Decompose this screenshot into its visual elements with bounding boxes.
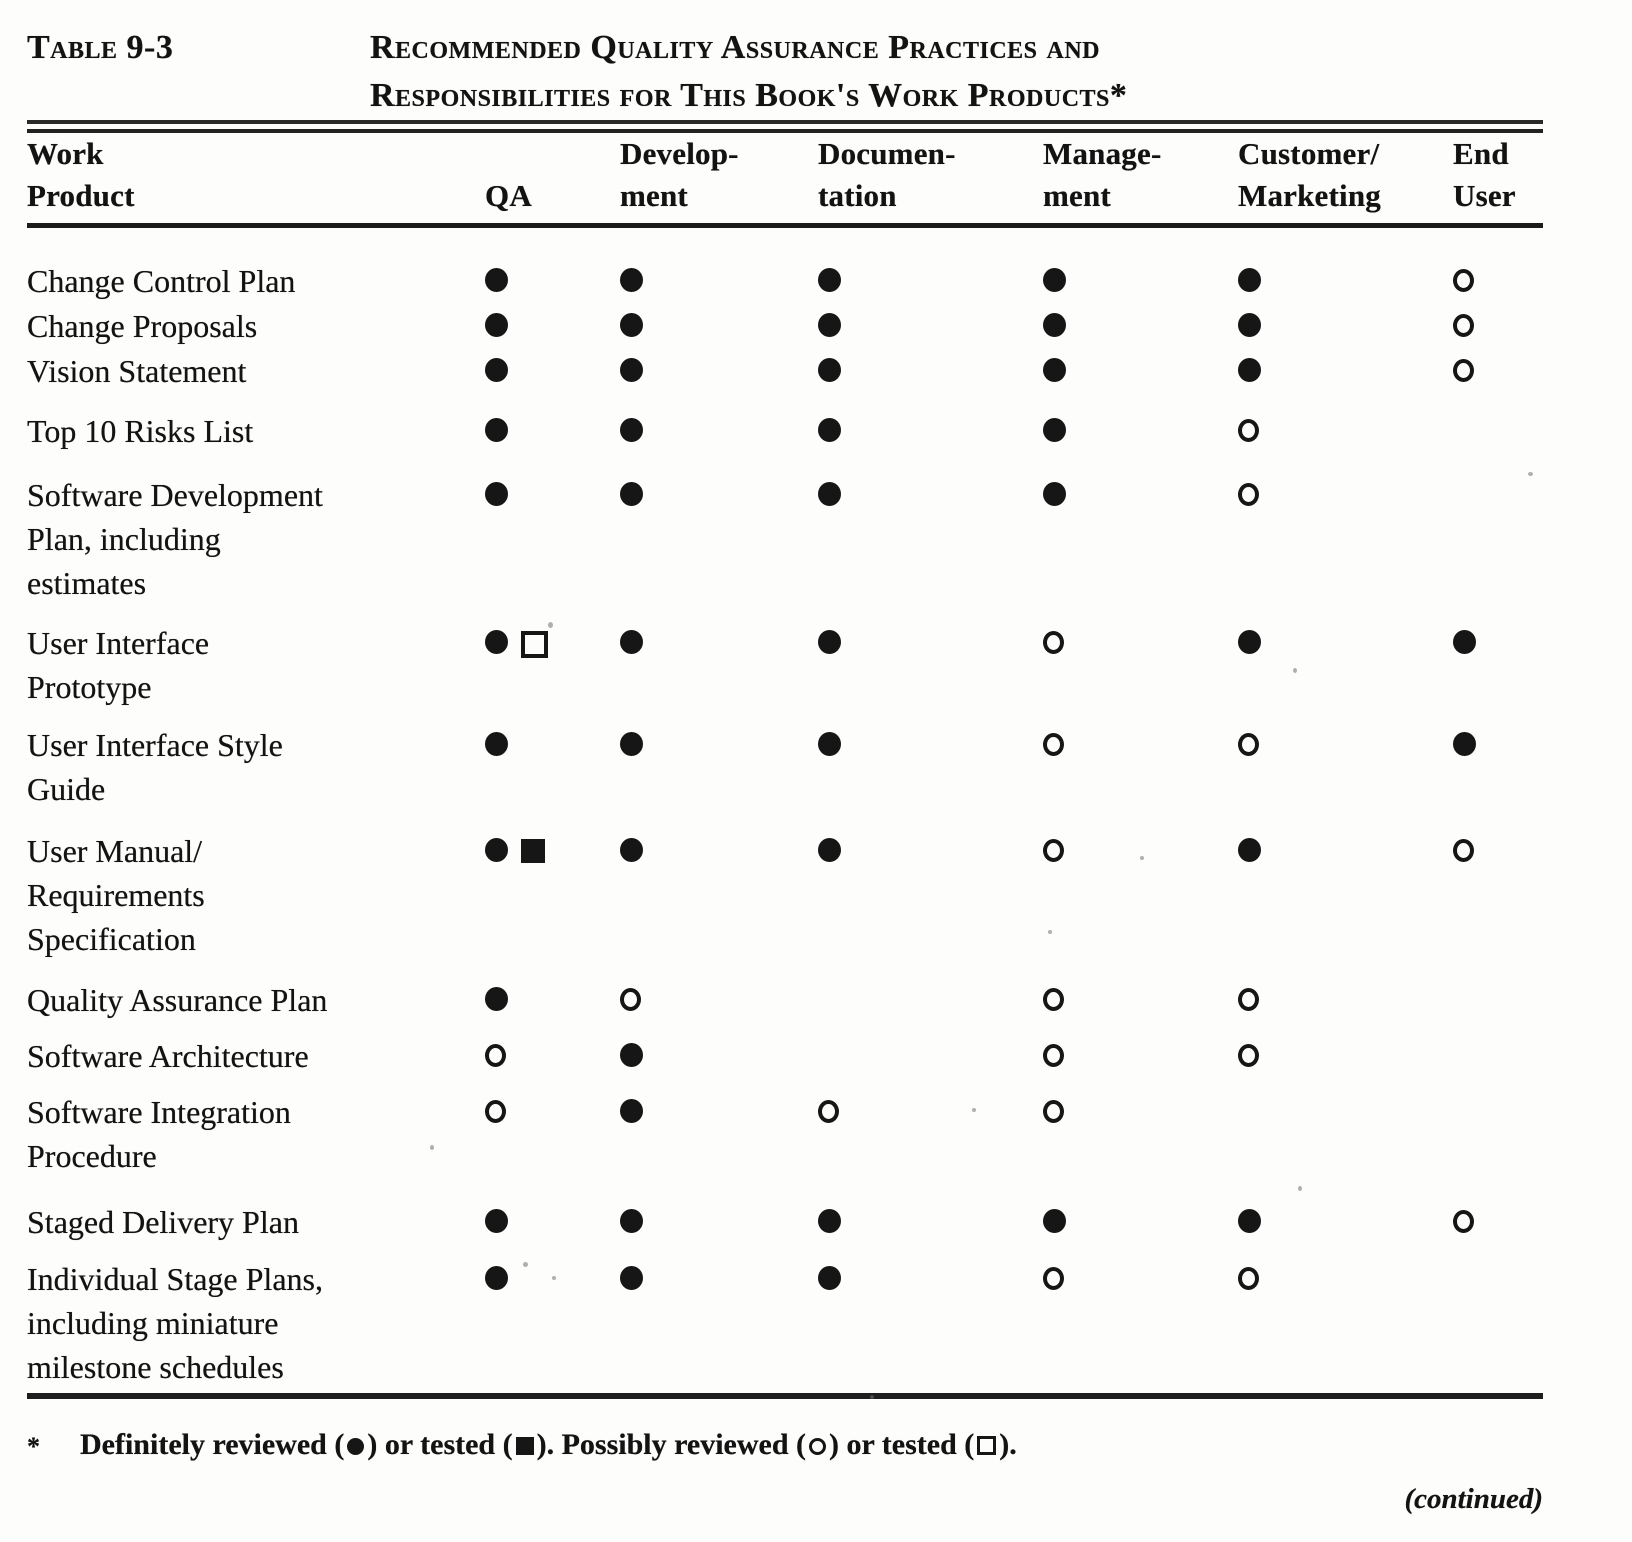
filled-square-icon <box>521 839 545 863</box>
open-circle-icon <box>1043 631 1064 654</box>
open-circle-icon <box>1238 733 1259 756</box>
open-circle-icon <box>1043 1267 1064 1290</box>
filled-circle-icon <box>620 1266 643 1290</box>
marks-cell-development <box>620 304 818 348</box>
legend-text-part: ). Possibly reviewed ( <box>536 1428 807 1461</box>
table-caption <box>27 0 1543 120</box>
marks-cell-qa <box>485 349 620 393</box>
marks-cell-documentation <box>818 349 1043 393</box>
filled-circle-icon <box>485 732 508 756</box>
open-circle-icon <box>1453 269 1474 292</box>
column-header-development: Develop- ment <box>620 136 739 213</box>
work-product-line: Individual Stage Plans, <box>27 1261 323 1297</box>
open-square-icon <box>521 631 548 658</box>
filled-circle-icon <box>620 313 643 337</box>
marks-cell-management <box>1043 978 1238 1022</box>
legend-text <box>80 1425 1017 1467</box>
column-header-documentation: Documen- tation <box>818 136 956 213</box>
filled-circle-icon <box>620 1209 643 1233</box>
marks-cell-customer-marketing <box>1238 1034 1453 1078</box>
marks-cell-documentation <box>818 1200 1043 1244</box>
marks-cell-management <box>1043 409 1238 453</box>
filled-circle-icon <box>485 987 508 1011</box>
filled-circle-icon <box>620 268 643 292</box>
work-product-line: milestone schedules <box>27 1349 284 1385</box>
marks-cell-management <box>1043 829 1238 961</box>
marks-cell-documentation <box>818 829 1043 961</box>
marks-cell-end-user <box>1453 978 1543 1022</box>
marks-cell-documentation <box>818 723 1043 811</box>
column-header-management: Manage- ment <box>1043 136 1162 213</box>
marks-cell-documentation <box>818 978 1043 1022</box>
marks-cell-development <box>620 978 818 1022</box>
work-product-line: Software Development <box>27 477 323 513</box>
open-circle-icon <box>1043 1100 1064 1123</box>
marks-cell-end-user <box>1453 829 1543 961</box>
filled-circle-icon <box>1238 268 1261 292</box>
filled-circle-icon <box>620 732 643 756</box>
work-product-label <box>27 259 485 303</box>
marks-cell-documentation <box>818 621 1043 709</box>
table-title <box>370 24 1543 120</box>
filled-circle-icon <box>818 268 841 292</box>
work-product-label <box>27 1257 485 1389</box>
work-product-line: Software Integration <box>27 1094 291 1130</box>
marks-cell-qa <box>485 978 620 1022</box>
table-row <box>27 1257 1543 1389</box>
work-product-line: Procedure <box>27 1138 157 1174</box>
work-product-label <box>27 829 485 961</box>
marks-cell-development <box>620 1257 818 1389</box>
filled-circle-icon <box>1043 482 1066 506</box>
marks-cell-documentation <box>818 409 1043 453</box>
open-circle-icon <box>1043 733 1064 756</box>
marks-cell-development <box>620 1034 818 1078</box>
legend-text-part: ) or tested ( <box>367 1428 513 1461</box>
marks-cell-end-user <box>1453 259 1543 303</box>
work-product-label <box>27 473 485 605</box>
marks-cell-qa <box>485 1090 620 1178</box>
open-circle-icon <box>1453 839 1474 862</box>
scan-speck <box>1298 1186 1302 1191</box>
filled-circle-icon <box>485 1209 508 1233</box>
table-header-row <box>27 133 1543 217</box>
work-product-line: Staged Delivery Plan <box>27 1204 299 1240</box>
table-row <box>27 978 1543 1022</box>
legend-text-part: Definitely reviewed ( <box>80 1428 345 1461</box>
work-product-line: Plan, including <box>27 521 221 557</box>
work-product-label <box>27 723 485 811</box>
filled-circle-icon <box>1453 630 1476 654</box>
filled-circle-icon <box>1238 1209 1261 1233</box>
table-row <box>27 259 1543 303</box>
scan-speck <box>552 1276 556 1280</box>
filled-circle-icon <box>485 482 508 506</box>
marks-cell-management <box>1043 723 1238 811</box>
marks-cell-qa <box>485 829 620 961</box>
filled-circle-icon <box>818 313 841 337</box>
marks-cell-management <box>1043 473 1238 605</box>
filled-circle-icon <box>818 418 841 442</box>
open-circle-icon <box>1043 1044 1064 1067</box>
open-circle-icon <box>485 1044 506 1067</box>
open-circle-icon <box>1238 483 1259 506</box>
open-circle-icon <box>485 1100 506 1123</box>
open-circle-icon <box>620 988 641 1011</box>
table-row <box>27 1200 1543 1244</box>
filled-circle-icon <box>1043 268 1066 292</box>
filled-circle-icon <box>818 482 841 506</box>
work-product-label <box>27 349 485 393</box>
filled-circle-icon <box>1238 358 1261 382</box>
filled-circle-icon <box>620 418 643 442</box>
filled-circle-icon <box>620 1099 643 1123</box>
filled-circle-icon <box>1238 630 1261 654</box>
filled-circle-icon <box>485 418 508 442</box>
filled-circle-icon <box>1043 313 1066 337</box>
filled-circle-icon <box>1238 838 1261 862</box>
table-row <box>27 1034 1543 1078</box>
filled-circle-icon <box>818 1209 841 1233</box>
marks-cell-qa <box>485 1034 620 1078</box>
marks-cell-documentation <box>818 473 1043 605</box>
filled-circle-icon <box>485 1266 508 1290</box>
marks-cell-customer-marketing <box>1238 473 1453 605</box>
marks-cell-customer-marketing <box>1238 259 1453 303</box>
filled-circle-icon <box>485 268 508 292</box>
marks-cell-development <box>620 1090 818 1178</box>
work-product-line: including miniature <box>27 1305 279 1341</box>
filled-circle-icon <box>485 630 508 654</box>
legend-text-part: ) or tested ( <box>829 1428 975 1461</box>
marks-cell-development <box>620 409 818 453</box>
filled-circle-icon <box>620 1043 643 1067</box>
table-row <box>27 349 1543 393</box>
marks-cell-development <box>620 723 818 811</box>
filled-circle-icon <box>1043 1209 1066 1233</box>
work-product-line: Top 10 Risks List <box>27 413 254 449</box>
filled-circle-icon <box>620 838 643 862</box>
marks-cell-management <box>1043 304 1238 348</box>
open-circle-icon <box>1453 314 1474 337</box>
marks-cell-qa <box>485 259 620 303</box>
column-header-work-product: Work Product <box>27 136 135 213</box>
marks-cell-customer-marketing <box>1238 1257 1453 1389</box>
table-row <box>27 1090 1543 1178</box>
scan-speck <box>870 1395 874 1399</box>
work-product-line: User Interface Style <box>27 727 283 763</box>
scan-speck <box>430 1145 434 1150</box>
footnote-marker: * <box>27 1432 40 1461</box>
marks-cell-documentation <box>818 1257 1043 1389</box>
marks-cell-end-user <box>1453 723 1543 811</box>
marks-cell-development <box>620 349 818 393</box>
marks-cell-end-user <box>1453 304 1543 348</box>
scan-speck <box>1140 856 1144 860</box>
marks-cell-qa <box>485 1200 620 1244</box>
marks-cell-customer-marketing <box>1238 1200 1453 1244</box>
marks-cell-development <box>620 829 818 961</box>
table-top-rule <box>27 120 1543 133</box>
marks-cell-customer-marketing <box>1238 409 1453 453</box>
filled-circle-icon <box>818 838 841 862</box>
open-circle-icon <box>1238 1044 1259 1067</box>
work-product-label <box>27 304 485 348</box>
marks-cell-customer-marketing <box>1238 978 1453 1022</box>
table-row <box>27 473 1543 605</box>
marks-cell-customer-marketing <box>1238 621 1453 709</box>
marks-cell-documentation <box>818 1034 1043 1078</box>
work-product-line: User Interface <box>27 625 210 661</box>
filled-circle-icon <box>1043 358 1066 382</box>
marks-cell-management <box>1043 1034 1238 1078</box>
filled-circle-icon <box>620 482 643 506</box>
marks-cell-end-user <box>1453 409 1543 453</box>
marks-cell-qa <box>485 304 620 348</box>
legend-text-part: ). <box>999 1428 1017 1461</box>
filled-square-icon <box>516 1437 534 1455</box>
marks-cell-customer-marketing <box>1238 1090 1453 1178</box>
marks-cell-customer-marketing <box>1238 349 1453 393</box>
filled-circle-icon <box>620 630 643 654</box>
marks-cell-qa <box>485 621 620 709</box>
marks-cell-end-user <box>1453 473 1543 605</box>
work-product-line: Specification <box>27 921 196 957</box>
column-header-customer-marketing: Customer/ Marketing <box>1238 136 1381 213</box>
work-product-label <box>27 409 485 453</box>
table-body <box>27 228 1543 1389</box>
filled-circle-icon <box>818 1266 841 1290</box>
open-circle-icon <box>1043 988 1064 1011</box>
table-row <box>27 409 1543 453</box>
open-circle-icon <box>1453 359 1474 382</box>
marks-cell-development <box>620 1200 818 1244</box>
marks-cell-qa <box>485 723 620 811</box>
marks-cell-development <box>620 259 818 303</box>
marks-cell-end-user <box>1453 1034 1543 1078</box>
marks-cell-management <box>1043 1090 1238 1178</box>
column-header-qa: QA <box>485 178 532 213</box>
open-circle-icon <box>1238 1267 1259 1290</box>
marks-cell-documentation <box>818 1090 1043 1178</box>
work-product-line: estimates <box>27 565 147 601</box>
table-row <box>27 829 1543 961</box>
marks-cell-end-user <box>1453 1257 1543 1389</box>
work-product-line: Quality Assurance Plan <box>27 982 328 1018</box>
table-row <box>27 304 1543 348</box>
marks-cell-end-user <box>1453 1200 1543 1244</box>
work-product-line: Vision Statement <box>27 353 247 389</box>
work-product-label <box>27 978 485 1022</box>
filled-circle-icon <box>818 732 841 756</box>
scan-speck <box>548 622 553 628</box>
open-square-icon <box>977 1436 996 1455</box>
work-product-line: Change Proposals <box>27 308 258 344</box>
table-row <box>27 723 1543 811</box>
filled-circle-icon <box>485 358 508 382</box>
marks-cell-qa <box>485 409 620 453</box>
work-product-line: User Manual/ <box>27 833 203 869</box>
column-header-end-user: End User <box>1453 136 1516 213</box>
table-row <box>27 621 1543 709</box>
work-product-label <box>27 1034 485 1078</box>
marks-cell-customer-marketing <box>1238 829 1453 961</box>
work-product-label <box>27 1090 485 1178</box>
open-circle-icon <box>1043 839 1064 862</box>
marks-cell-documentation <box>818 304 1043 348</box>
table-title-line2: Responsibilities for This Book's Work Products* <box>370 77 1128 114</box>
work-product-label <box>27 621 485 709</box>
table-number-label: Table 9-3 <box>27 29 174 66</box>
open-circle-icon <box>1238 988 1259 1011</box>
work-product-label <box>27 1200 485 1244</box>
marks-cell-development <box>620 621 818 709</box>
marks-cell-qa <box>485 473 620 605</box>
table-title-line1: Recommended Quality Assurance Practices and <box>370 29 1101 66</box>
work-product-line: Requirements <box>27 877 205 913</box>
open-circle-icon <box>1453 1210 1474 1233</box>
marks-cell-customer-marketing <box>1238 304 1453 348</box>
continued-label: (continued) <box>1404 1483 1543 1515</box>
marks-cell-management <box>1043 259 1238 303</box>
marks-cell-documentation <box>818 259 1043 303</box>
filled-circle-icon <box>1453 732 1476 756</box>
filled-circle-icon <box>620 358 643 382</box>
marks-cell-management <box>1043 621 1238 709</box>
filled-circle-icon <box>818 358 841 382</box>
marks-cell-end-user <box>1453 1090 1543 1178</box>
filled-circle-icon <box>485 838 508 862</box>
scan-speck <box>1048 930 1052 934</box>
table-bottom-rule <box>27 1393 1543 1399</box>
marks-cell-end-user <box>1453 349 1543 393</box>
marks-cell-management <box>1043 1257 1238 1389</box>
filled-circle-icon <box>485 313 508 337</box>
work-product-line: Prototype <box>27 669 152 705</box>
work-product-line: Change Control Plan <box>27 263 296 299</box>
marks-cell-management <box>1043 349 1238 393</box>
open-circle-icon <box>1238 419 1259 442</box>
filled-circle-icon <box>1043 418 1066 442</box>
marks-cell-management <box>1043 1200 1238 1244</box>
open-circle-icon <box>818 1100 839 1123</box>
footnote <box>27 1425 1543 1467</box>
scan-speck <box>1293 668 1297 673</box>
marks-cell-end-user <box>1453 621 1543 709</box>
work-product-line: Guide <box>27 771 106 807</box>
marks-cell-development <box>620 473 818 605</box>
filled-circle-icon <box>818 630 841 654</box>
scan-speck <box>1528 472 1533 476</box>
open-circle-icon <box>809 1438 826 1455</box>
marks-cell-customer-marketing <box>1238 723 1453 811</box>
scan-speck <box>972 1108 976 1112</box>
work-product-line: Software Architecture <box>27 1038 309 1074</box>
scan-speck <box>523 1262 528 1267</box>
filled-circle-icon <box>1238 313 1261 337</box>
filled-circle-icon <box>347 1438 364 1455</box>
